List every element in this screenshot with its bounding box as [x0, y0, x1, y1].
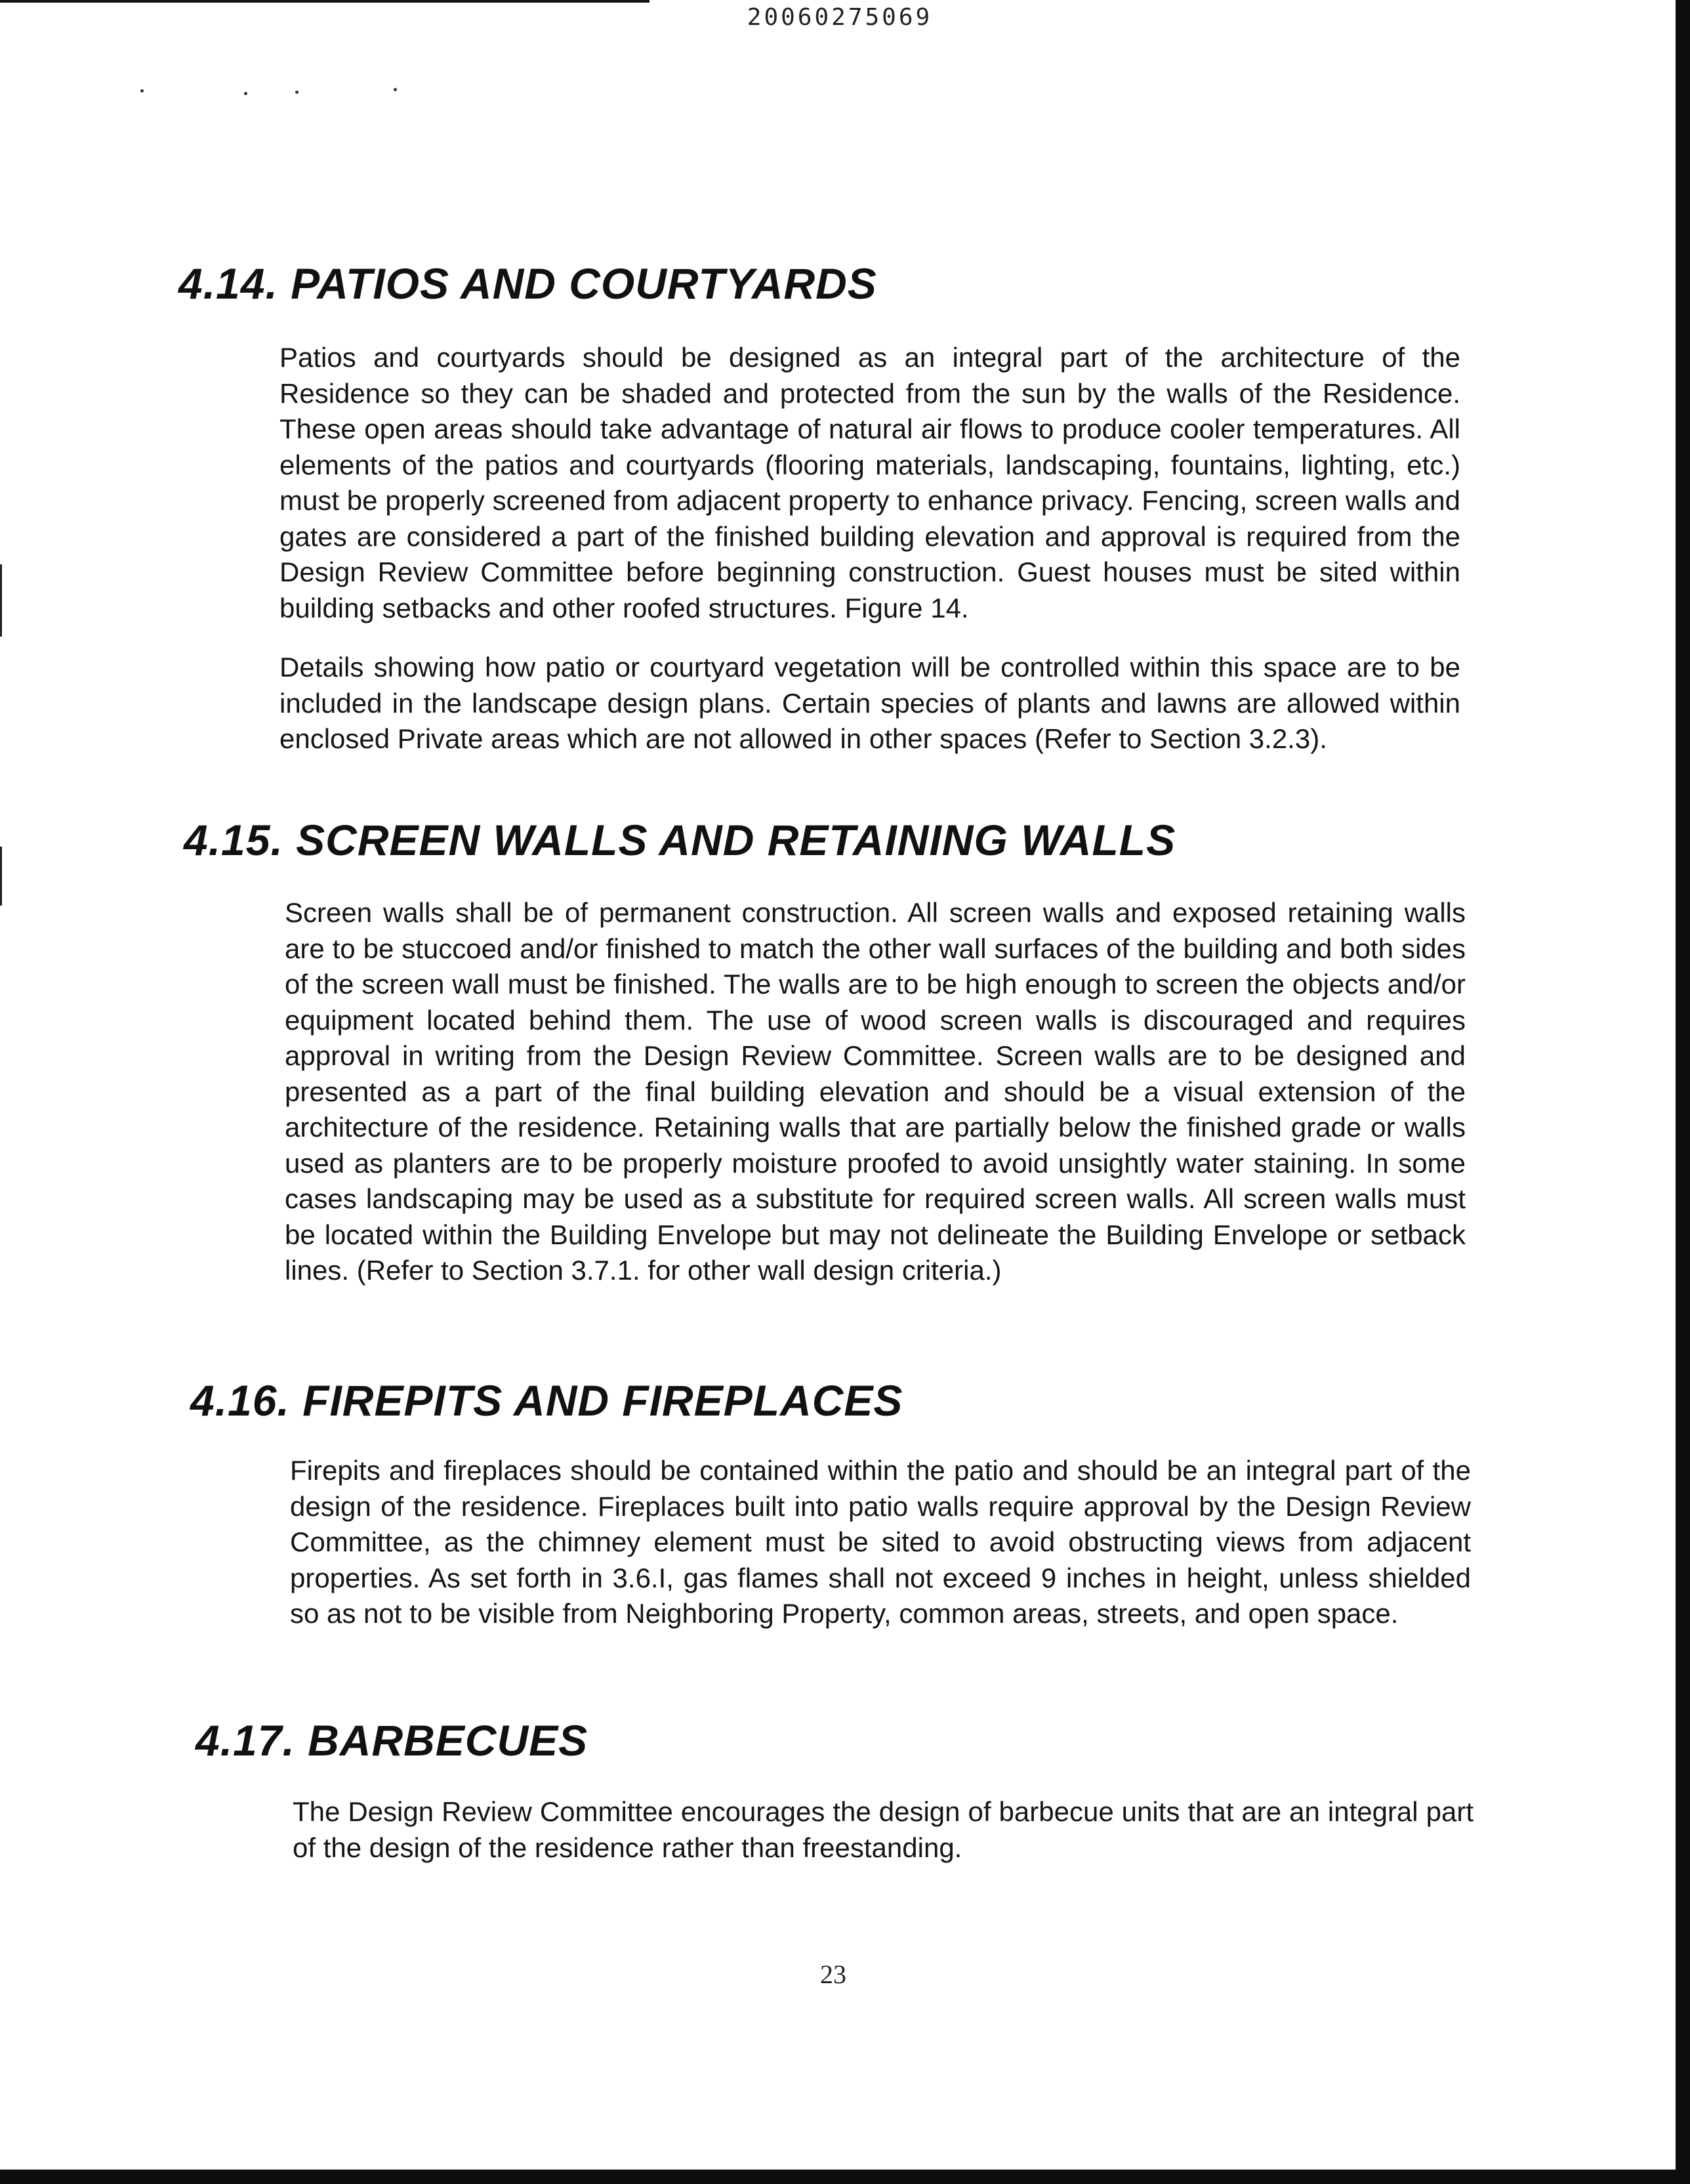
section-patios-body: [279, 340, 1460, 757]
section-paragraph: Details showing how patio or courtyard vegetation will be controlled within this space are to be included in the landscape design plans. Certain species of plants and lawns are allowed within enclosed Private areas which are not allowed in other spaces (Refer to Section 3.2.3).: [279, 652, 1460, 754]
section-paragraph: The Design Review Committee encourages the design of barbecue units that are an integral part of the design of the residence rather than freestanding.: [293, 1796, 1474, 1863]
section-paragraph: Firepits and fireplaces should be contained within the patio and should be an integral part of the design of the residence. Fireplaces built into patio walls require approval by the Design Review Committee, as the chimney element must be sited to avoid obstructing views from adjacent properties. As set forth in 3.6.I, gas flames shall not exceed 9 inches in height, unless shielded so as not to be visible from Neighboring Property, common areas, streets, and open space.: [290, 1455, 1471, 1629]
section-heading: 4.14. PATIOS AND COURTYARDS: [178, 259, 877, 308]
section-screen-walls-body: [285, 895, 1466, 1289]
section-paragraph: Screen walls shall be of permanent construction. All screen walls and exposed retaining walls are to be stuccoed and/or finished to match the other wall surfaces of the building and both sides of the screen wall must be finished. The walls are to be high enough to screen the objects and/or equipment located behind them. The use of wood screen walls is discouraged and requires approval in writing from the Design Review Committee. Screen walls are to be designed and presented as a part of the final building elevation and should be a visual extension of the architecture of the residence. Retaining walls that are partially below the finished grade or walls used as planters are to be properly moisture proofed to avoid unsightly water staining. In some cases landscaping may be used as a substitute for required screen walls. All screen walls must be located within the Building Envelope but may not delineate the Building Envelope or setback lines. (Refer to Section 3.7.1. for other wall design criteria.): [285, 897, 1466, 1286]
section-screen-walls: [184, 814, 1470, 866]
section-heading: 4.15. SCREEN WALLS AND RETAINING WALLS: [184, 816, 1176, 864]
section-heading: 4.16. FIREPITS AND FIREPLACES: [190, 1376, 903, 1425]
document-number: 20060275069: [747, 4, 933, 31]
section-paragraph: Patios and courtyards should be designed as an integral part of the architecture of the Residence so they can be shaded and protected from the sun by the walls of the Residence. These open areas should take advantage of natural air flows to produce cooler temperatures. All elements of the patios and courtyards (flooring materials, landscaping, fountains, lighting, etc.) must be properly screened from adjacent property to enhance privacy. Fencing, screen walls and gates are considered a part of the finished building elevation and approval is required from the Design Review Committee before beginning construction. Guest houses must be sited within building setbacks and other roofed structures. Figure 14.: [279, 342, 1460, 623]
section-barbecues-body: [293, 1794, 1474, 1866]
section-barbecues: [196, 1714, 1481, 1767]
section-firepits-and-fireplaces: [190, 1374, 1476, 1427]
section-firepits-body: [290, 1453, 1471, 1632]
section-patios-and-courtyards: [178, 257, 1464, 310]
page-number: 23: [820, 1960, 846, 1989]
section-heading: 4.17. BARBECUES: [196, 1716, 588, 1765]
